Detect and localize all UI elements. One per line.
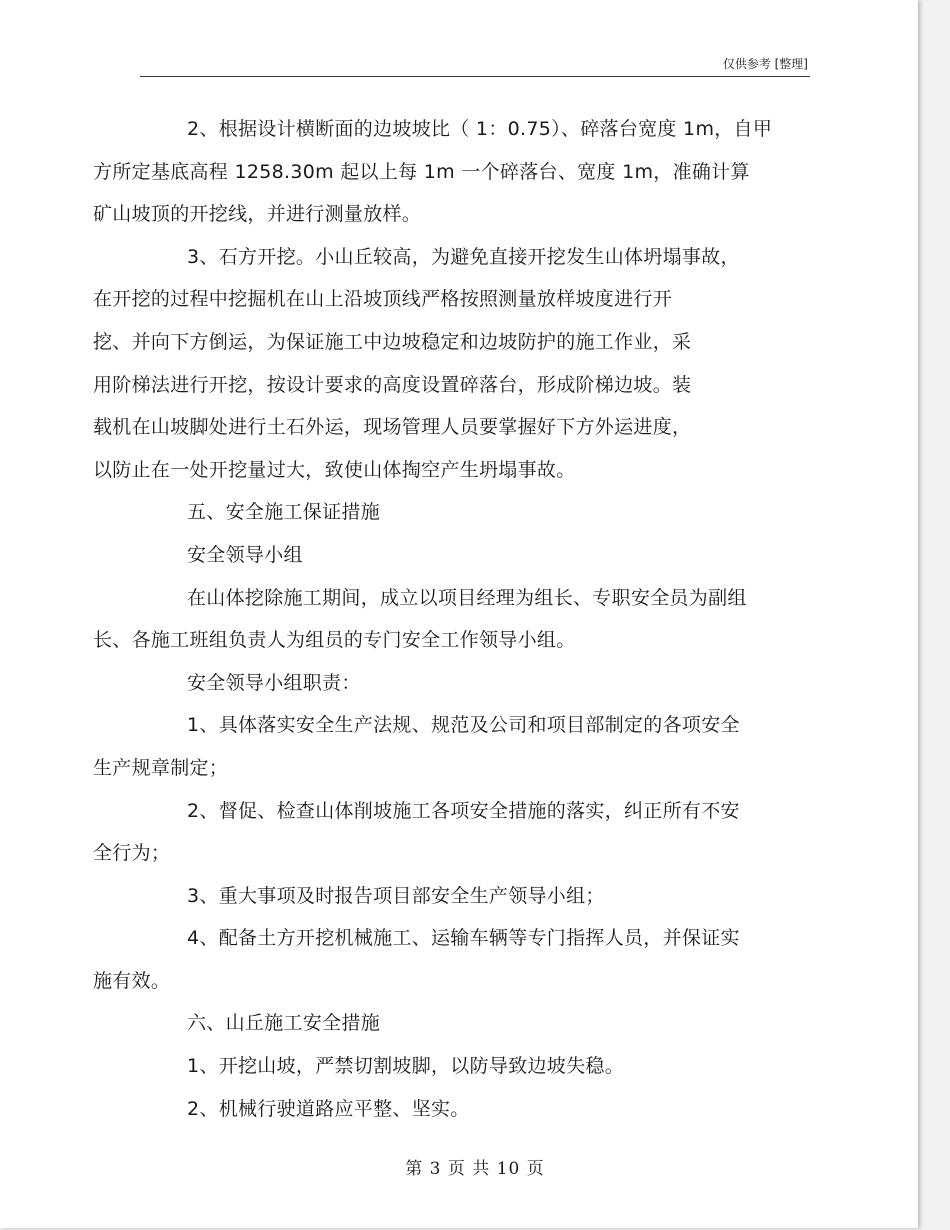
text-line: 长、各施工班组负责人为组员的专门安全工作领导小组。 bbox=[93, 629, 576, 652]
page-number: 第 3 页 共 10 页 bbox=[405, 1159, 545, 1179]
paragraph bbox=[93, 108, 810, 236]
paragraph bbox=[93, 704, 810, 789]
text-line: 挖、并向下方倒运，为保证施工中边坡稳定和边坡防护的施工作业，采 bbox=[93, 330, 692, 353]
paragraph bbox=[140, 534, 810, 577]
header-note: 仅供参考 [整理] bbox=[722, 57, 808, 71]
header-rule bbox=[140, 76, 810, 77]
text-line: 2、督促、检查山体削坡施工各项安全措施的落实，纠正所有不安 bbox=[187, 799, 740, 822]
paragraph bbox=[93, 790, 810, 875]
paragraph bbox=[93, 236, 810, 492]
text-line: 施有效。 bbox=[93, 969, 171, 992]
text-line: 方所定基底高程 1258.30m 起以上每 1m 一个碎落台、宽度 1m，准确计算 bbox=[93, 160, 750, 183]
text-line: 1、具体落实安全生产法规、规范及公司和项目部制定的各项安全 bbox=[187, 714, 740, 737]
text-line: 五、安全施工保证措施 bbox=[187, 501, 381, 524]
text-line: 六、山丘施工安全措施 bbox=[187, 1012, 381, 1035]
paragraph bbox=[93, 577, 810, 662]
paragraph bbox=[140, 1002, 810, 1045]
text-line: 3、石方开挖。小山丘较高，为避免直接开挖发生山体坍塌事故， bbox=[187, 245, 740, 268]
text-line: 用阶梯法进行开挖，按设计要求的高度设置碎落台，形成阶梯边坡。装 bbox=[93, 373, 692, 396]
text-line: 在开挖的过程中挖掘机在山上沿坡顶线严格按照测量放样坡度进行开 bbox=[93, 288, 673, 311]
text-line: 全行为； bbox=[93, 842, 171, 865]
text-line: 载机在山坡脚处进行土石外运，现场管理人员要掌握好下方外运进度， bbox=[93, 416, 692, 439]
paragraph bbox=[140, 875, 810, 918]
text-line: 安全领导小组 bbox=[187, 543, 303, 566]
text-line: 3、重大事项及时报告项目部安全生产领导小组； bbox=[187, 884, 605, 907]
paragraph bbox=[140, 1088, 810, 1131]
paragraph bbox=[140, 662, 810, 705]
text-line: 1、开挖山坡，严禁切割坡脚，以防导致边坡失稳。 bbox=[187, 1055, 624, 1078]
paragraph bbox=[93, 917, 810, 1002]
text-line: 4、配备土方开挖机械施工、运输车辆等专门指挥人员，并保证实 bbox=[187, 927, 740, 950]
text-line: 在山体挖除施工期间，成立以项目经理为组长、专职安全员为副组 bbox=[187, 586, 747, 609]
text-line: 2、根据设计横断面的边坡坡比（ 1：0.75）、碎落台宽度 1m，自甲 bbox=[187, 118, 773, 140]
paragraph bbox=[140, 491, 810, 534]
text-line: 2、机械行驶道路应平整、坚实。 bbox=[187, 1097, 470, 1120]
document-body bbox=[93, 108, 810, 1130]
text-line: 矿山坡顶的开挖线，并进行测量放样。 bbox=[93, 203, 422, 226]
text-line: 生产规章制定； bbox=[93, 756, 229, 779]
text-line: 安全领导小组职责： bbox=[187, 671, 361, 694]
paragraph bbox=[140, 1045, 810, 1088]
text-line: 以防止在一处开挖量过大，致使山体掏空产生坍塌事故。 bbox=[93, 458, 576, 481]
